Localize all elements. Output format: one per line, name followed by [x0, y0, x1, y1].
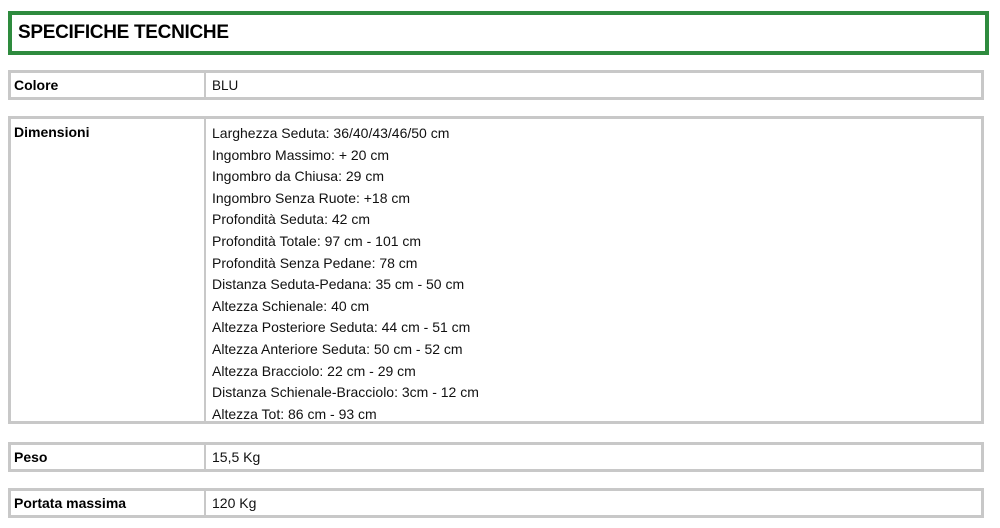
- dimensions-list: [212, 123, 981, 425]
- spec-label-colore: Colore: [11, 73, 206, 97]
- dimension-item: Ingombro Massimo: + 20 cm: [212, 146, 390, 163]
- dimension-item: Altezza Bracciolo: 22 cm - 29 cm: [212, 362, 416, 379]
- spec-row-peso: [8, 442, 984, 472]
- spec-value-portata: 120 Kg: [212, 495, 257, 511]
- spec-row-portata: [8, 488, 984, 518]
- specs-title-box: [8, 11, 989, 55]
- spec-label-peso: Peso: [11, 445, 206, 469]
- dimension-item: Larghezza Seduta: 36/40/43/46/50 cm: [212, 125, 450, 141]
- spec-label-portata: Portata massima: [11, 491, 206, 515]
- specs-title: SPECIFICHE TECNICHE: [18, 22, 229, 43]
- dimension-item: Ingombro da Chiusa: 29 cm: [212, 168, 384, 185]
- dimension-item: Altezza Schienale: 40 cm: [212, 297, 370, 314]
- dimension-item: Distanza Schienale-Bracciolo: 3cm - 12 cm: [212, 384, 479, 401]
- dimension-item: Altezza Posteriore Seduta: 44 cm - 51 cm: [212, 319, 471, 336]
- dimension-item: Profondità Totale: 97 cm - 101 cm: [212, 232, 422, 249]
- dimension-item: Altezza Tot: 86 cm - 93 cm: [212, 405, 377, 422]
- dimension-item: Profondità Senza Pedane: 78 cm: [212, 254, 418, 271]
- dimension-item: Altezza Anteriore Seduta: 50 cm - 52 cm: [212, 340, 463, 357]
- spec-row-colore: [8, 70, 984, 100]
- dimension-item: Profondità Seduta: 42 cm: [212, 211, 370, 228]
- dimension-item: Distanza Seduta-Pedana: 35 cm - 50 cm: [212, 276, 465, 293]
- spec-label-dimensioni: Dimensioni: [11, 119, 206, 421]
- spec-row-dimensioni: [8, 116, 984, 424]
- spec-value-dimensioni: [208, 119, 981, 421]
- spec-value-colore: BLU: [212, 78, 239, 93]
- spec-value-peso: 15,5 Kg: [212, 449, 261, 465]
- dimension-item: Ingombro Senza Ruote: +18 cm: [212, 189, 411, 206]
